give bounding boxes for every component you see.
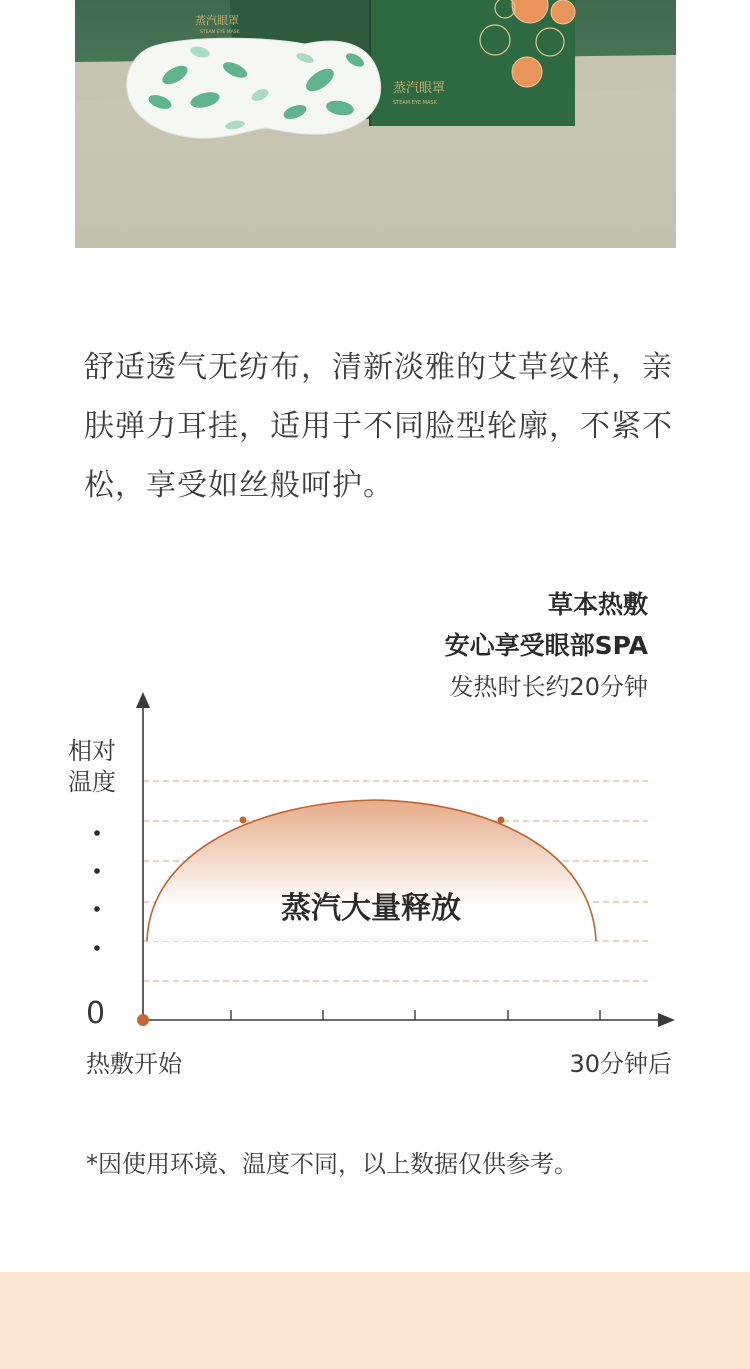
product-photo bbox=[75, 0, 676, 248]
y-axis-label-line2: 温度 bbox=[68, 768, 116, 796]
box-side-title: 蒸汽眼罩 bbox=[195, 14, 239, 27]
curve-point bbox=[240, 817, 247, 824]
product-description bbox=[84, 338, 684, 515]
footnote: *因使用环境、温度不同，以上数据仅供参考。 bbox=[86, 1150, 578, 1178]
x-start-label: 热敷开始 bbox=[86, 1050, 182, 1078]
y-axis-label: 相对 bbox=[68, 737, 116, 765]
temperature-chart bbox=[0, 680, 750, 1100]
description-line: 舒适透气无纺布，清新淡雅的艾草纹样，亲 bbox=[84, 350, 673, 385]
y-origin-label: 0 bbox=[86, 996, 106, 1031]
package-subtitle: STEAM EYE MASK bbox=[393, 100, 437, 106]
description-line: 肤弹力耳挂，适用于不同脸型轮廓，不紧不 bbox=[84, 409, 673, 444]
y-dot bbox=[94, 906, 100, 912]
footer-band bbox=[0, 1272, 750, 1369]
area-label: 蒸汽大量释放 bbox=[281, 891, 461, 926]
x-axis-arrow bbox=[658, 1013, 675, 1027]
heading-line-1: 草本热敷 bbox=[547, 590, 648, 619]
heading-line-3: 发热时长约20分钟 bbox=[449, 673, 648, 701]
description-line: 松，享受如丝般呵护。 bbox=[84, 468, 394, 503]
origin-point bbox=[137, 1014, 149, 1026]
curve-point bbox=[498, 817, 505, 824]
box-side-subtitle: STEAM EYE MASK bbox=[200, 30, 240, 35]
y-dot bbox=[94, 830, 100, 836]
heading-line-2: 安心享受眼部SPA bbox=[444, 631, 648, 660]
package-title: 蒸汽眼罩 bbox=[393, 81, 446, 96]
x-end-label: 30分钟后 bbox=[569, 1050, 672, 1078]
y-dot bbox=[94, 945, 100, 951]
y-axis-arrow bbox=[136, 692, 150, 708]
y-dot bbox=[94, 868, 100, 874]
